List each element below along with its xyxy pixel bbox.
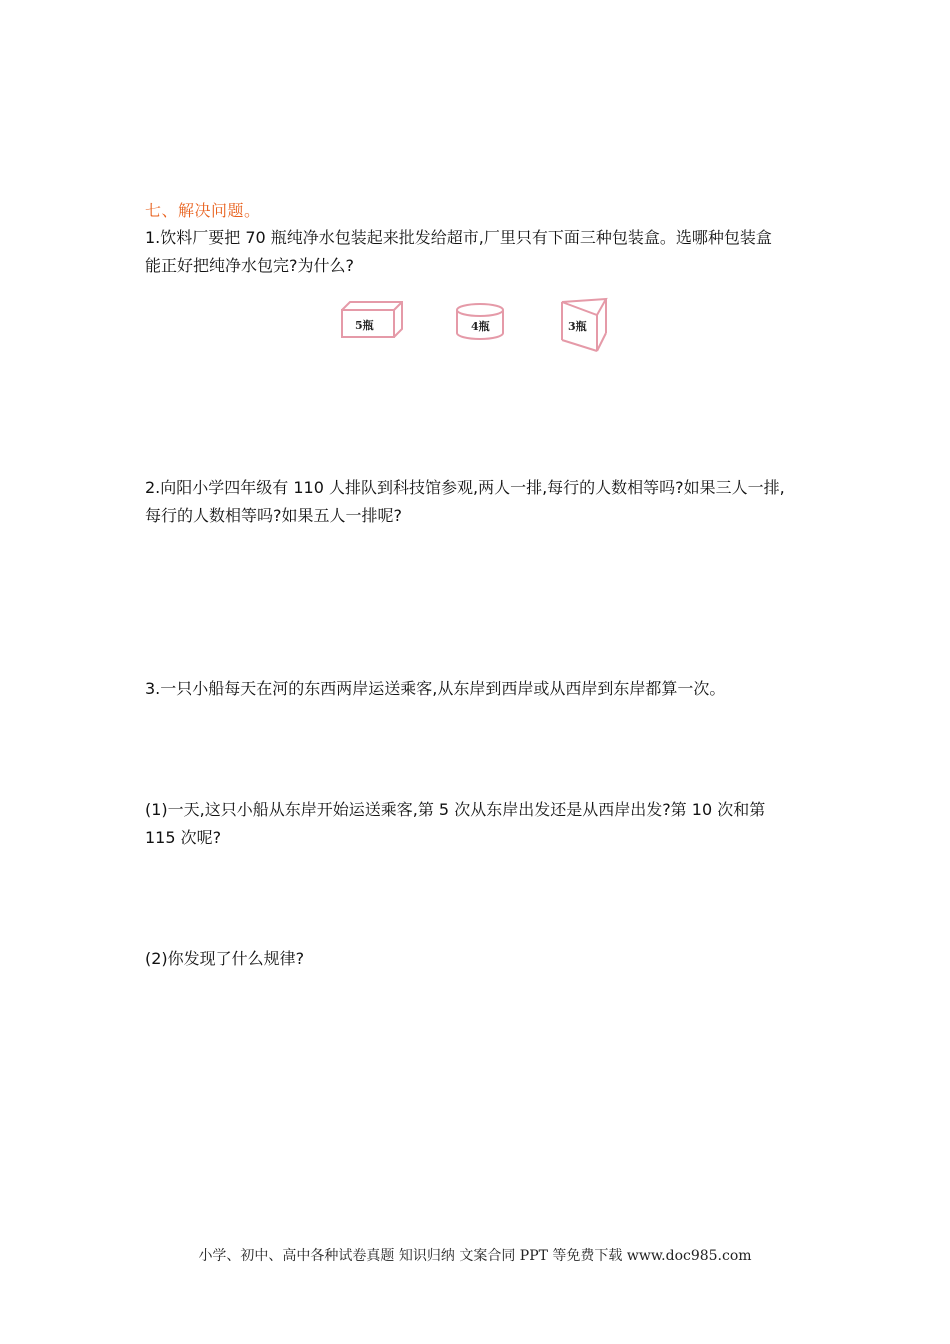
triangular-prism-box-label: 3瓶 [568, 320, 587, 333]
question-3-part-2-line-1: (2)你发现了什么规律? [145, 949, 305, 968]
question-3-part-1-line-2: 115 次呢? [145, 828, 222, 847]
cylinder-box-label: 4瓶 [471, 320, 490, 333]
question-1-line-2: 能正好把纯净水包完?为什么? [145, 256, 354, 275]
question-2-line-2: 每行的人数相等吗?如果五人一排呢? [145, 506, 402, 525]
question-1 [145, 224, 815, 280]
question-2-line-1: 2.向阳小学四年级有 110 人排队到科技馆参观,两人一排,每行的人数相等吗?如果三人一排, [145, 478, 785, 497]
cuboid-box-label: 5瓶 [355, 319, 374, 332]
question-3-part-2 [145, 945, 815, 973]
packaging-boxes-figure [335, 295, 625, 355]
packaging-boxes-svg [335, 295, 625, 355]
question-3 [145, 675, 815, 703]
question-3-part-1-line-1: (1)一天,这只小船从东岸开始运送乘客,第 5 次从东岸出发还是从西岸出发?第 10 次和第 [145, 800, 766, 819]
question-1-line-1: 1.饮料厂要把 70 瓶纯净水包装起来批发给超市,厂里只有下面三种包装盒。选哪种包装盒 [145, 228, 772, 247]
page-footer: 小学、初中、高中各种试卷真题 知识归纳 文案合同 PPT 等免费下载 www.doc985.com [198, 1248, 752, 1264]
question-3-part-1 [145, 796, 815, 852]
question-2 [145, 474, 815, 530]
question-3-line-1: 3.一只小船每天在河的东西两岸运送乘客,从东岸到西岸或从西岸到东岸都算一次。 [145, 679, 726, 698]
section-title: 七、解决问题。 [145, 201, 261, 220]
